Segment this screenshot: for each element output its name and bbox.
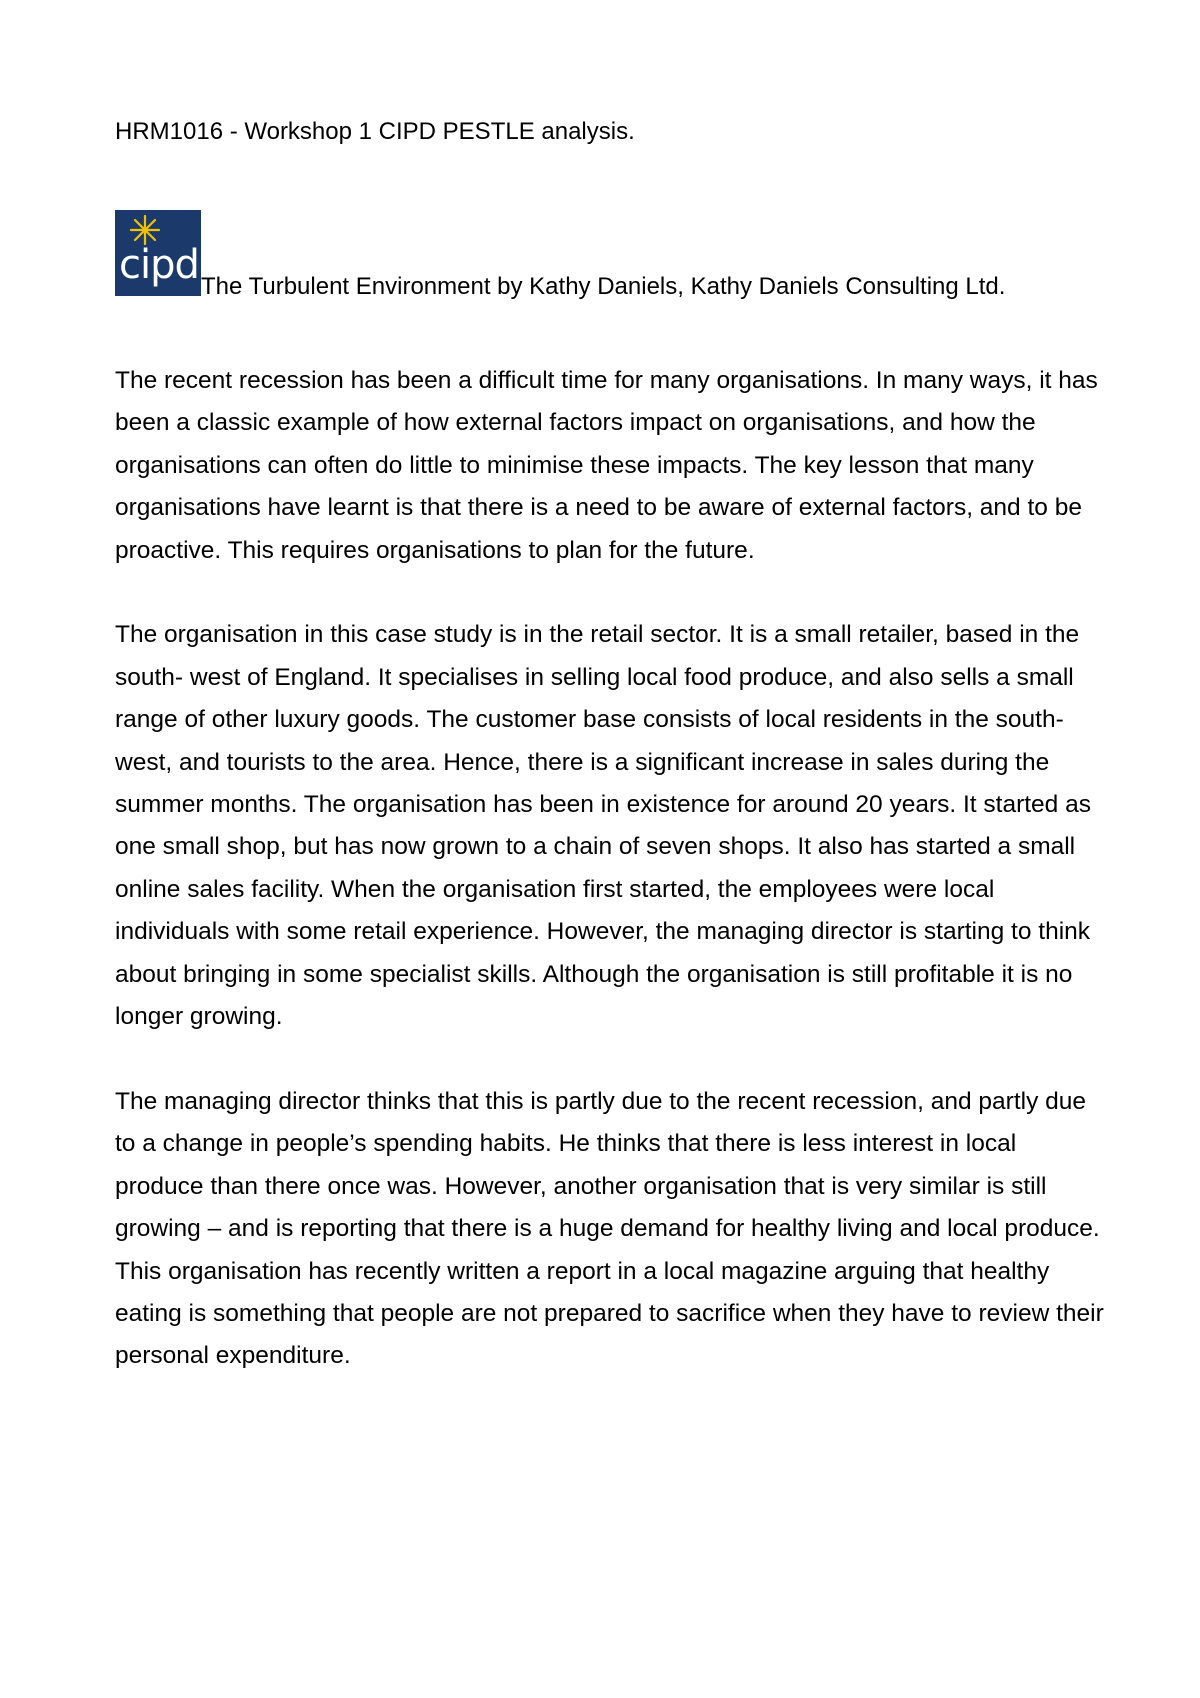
byline-text: The Turbulent Environment by Kathy Daniels, Kathy Daniels Consulting Ltd. bbox=[201, 273, 1006, 300]
logo-wordmark: cipd bbox=[119, 242, 199, 288]
paragraph-2: The organisation in this case study is in the retail sector. It is a small retailer, based in the south- west of England. It specialises in selling local food produce, and also sells a small range of other luxury goods. The customer base consists of local residents in the south-west, and tourists to the area. Hence, there is a significant increase in sales during the summer months. The organisation has been in existence for around 20 years. It started as one small shop, but has now grown to a chain of seven shops. It also has started a small online sales facility. When the organisation first started, the employees were local individuals with some retail experience. However, the managing director is starting to think about bringing in some specialist skills. Although the organisation is still profitable it is no longer growing. bbox=[115, 621, 1091, 1031]
cipd-logo bbox=[115, 210, 201, 296]
document-title: HRM1016 - Workshop 1 CIPD PESTLE analysis. bbox=[115, 118, 635, 145]
body-text bbox=[115, 360, 1105, 1420]
paragraph-1: The recent recession has been a difficult time for many organisations. In many ways, it has been a classic example of how external factors impact on organisations, and how the organisations can often do little to minimise these impacts. The key lesson that many organisations have learnt is that there is a need to be aware of external factors, and to be proactive. This requires organisations to plan for the future. bbox=[115, 367, 1098, 564]
byline-line bbox=[115, 210, 1105, 303]
paragraph-3: The managing director thinks that this is partly due to the recent recession, and partly due to a change in people’s spending habits. He thinks that there is less interest in local produce than there once was. However, another organisation that is very similar is still growing – and is reporting that there is a huge demand for healthy living and local produce. This organisation has recently written a report in a local magazine arguing that healthy eating is something that people are not prepared to sacrifice when they have to review their personal expenditure. bbox=[115, 1087, 1104, 1370]
